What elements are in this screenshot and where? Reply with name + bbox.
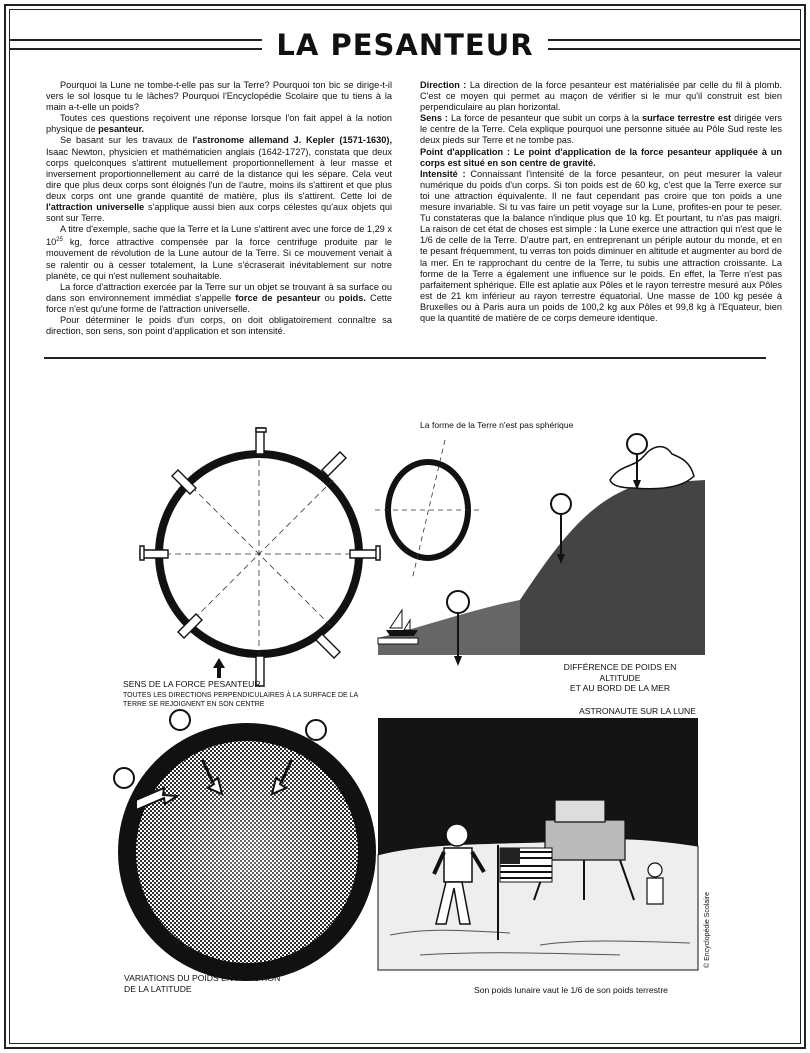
caption-altitude-line1: DIFFÉRENCE DE POIDS EN ALTITUDE bbox=[563, 662, 677, 683]
exponent: 25 bbox=[56, 237, 63, 244]
term-attraction: l'attraction universelle bbox=[46, 202, 145, 213]
astronaut-illustration bbox=[378, 718, 698, 970]
caption-latitude-line2: DE LA LATITUDE bbox=[124, 983, 192, 994]
caption-latitude-line1: VARIATIONS DU POIDS EN FONCTION bbox=[124, 973, 281, 983]
caption-latitude bbox=[124, 973, 280, 994]
caption-sens-sub-line2: TERRE SE REJOIGNENT EN SON CENTRE bbox=[123, 701, 265, 708]
term-kepler: l'astronome allemand J. Kepler (1571-1630), bbox=[192, 135, 393, 146]
text: Connaissant l'intensité de la force pesanteur, on peut mesurer la valeur numérique du poids d'un corps. Si ton poids est de 60 kg, c'est que la Terre exerce sur toi une attraction équivalente. Il ne faut cependant pas croire que ton poids a une mesure invariable. Si tu vas faire un petit voyage sur la Lune, profites-en pour te peser. Tu constateras que la balance n'indique plus que 10 kg. Et pourtant, tu n'as pas maigri. La raison de cet état de choses est simple : la Lune exerce une attraction qui n'est que le 1/6 de celle de la Terre. D'autre part, en entreprenant un périple autour du monde, et en te pesant fréquemment, tu verras ton poids diminuer en altitude et augmenter au bord de la mer. En te rapprochant du centre de la Terre, tu subis une attraction croissante. La forme de la Terre a également une influence sur le poids. En effet, la Terre n'est pas parfaitement sphérique. Elle est aplatie aux Pôles et le rayon terrestre mesuré aux Pôles est de 21 km inférieur au rayon terrestre équatorial. Une masse de 100 kg pesée à Bruxelles ou à Paris aura un poids de 100,2 kg aux Pôles et 99,8 kg à l'Equateur, bien que la quantité de matière de ce corps demeure identique. bbox=[420, 168, 783, 323]
text: La direction de la force pesanteur est matérialisée par celle du fil à plomb. C'est ce moyen qui permet au maçon de vérifier si le mur qu'il construit est bien perpendiculaire au plan horizontal. bbox=[420, 80, 783, 113]
sea bbox=[378, 638, 418, 644]
snowy-peak bbox=[610, 447, 694, 489]
plumb-brackets bbox=[140, 428, 380, 686]
caption-sens-sub-line1: TOUTES LES DIRECTIONS PERPENDICULAIRES À LA SURFACE DE LA bbox=[123, 692, 359, 699]
scale-dial-icon bbox=[306, 720, 326, 740]
text: Cette force n'est qu'une forme de l'attraction universelle. bbox=[46, 292, 393, 314]
term-poids: poids. bbox=[338, 292, 366, 303]
astronaut-2 bbox=[647, 863, 663, 904]
caption-sens: SENS DE LA FORCE PESANTEUR : bbox=[123, 679, 266, 689]
gravity-direction-diagram bbox=[140, 428, 380, 686]
boat-hull bbox=[386, 630, 418, 636]
page-title-text: LA PESANTEUR bbox=[262, 28, 547, 62]
paragraph-conclusion: Pour déterminer le poids d'un corps, on doit obligatoirement connaître sa direction, son sens, son point d'application et son intensité. bbox=[46, 315, 392, 337]
sailboat-icon bbox=[390, 610, 410, 630]
arrow-down-icon bbox=[454, 656, 462, 666]
scale-dial-icon bbox=[447, 591, 469, 613]
text: ou bbox=[320, 292, 339, 303]
caption-astronaut: ASTRONAUTE SUR LA LUNE bbox=[579, 706, 696, 716]
latitude-diagram bbox=[114, 710, 367, 972]
scale-dial-icon bbox=[114, 768, 134, 788]
text: Isaac Newton, physicien et mathématicien anglais (1642-1727), constata que deux corps quelconques s'attirent mutuellement proportionnellement à leur masse et inversement proportionnellement au carré de la distance qui les sépare. Cela veut dire que plus deux corps sont éloignés l'un de l'autre, moins ils s'attirent et que plus deux corps ont une grande quantité de matière, plus ils s'attirent. Cette loi de bbox=[46, 146, 392, 201]
text: A titre d'exemple, sache que la Terre et la Lune s'attirent avec une force de 1,29 x 10 bbox=[46, 224, 392, 248]
text: La force de pesanteur que subit un corps à la bbox=[447, 113, 642, 124]
label-point: Point d'application : bbox=[420, 146, 511, 157]
scale-dial-icon bbox=[627, 434, 647, 454]
caption-moon-weight: Son poids lunaire vaut le 1/6 de son poids terrestre bbox=[474, 985, 668, 995]
text: Le point d'application de la force pesanteur appliquée à un corps est situé en son centre de gravité. bbox=[420, 146, 783, 168]
paragraph-intro: Pourquoi la Lune ne tombe-t-elle pas sur la Terre? Pourquoi ton bic se dirige-t-il vers le sol losque tu le lâches? Pourquoi l'Encyclopédie Scolaire que tu tiens à la main a-t-elle un poids? bbox=[46, 80, 392, 113]
text: Se basant sur les travaux de bbox=[60, 135, 193, 146]
term-surface: surface terrestre est bbox=[641, 113, 732, 124]
scale-dial-icon bbox=[170, 710, 190, 730]
arrow-up-icon bbox=[213, 658, 225, 678]
text: dirigée vers le centre de la Terre. Cela explique pourquoi une personne située au Pôle Sud reste les deux pieds sur Terre et ne tombe pas. bbox=[420, 113, 782, 146]
caption-altitude-line2: ET AU BORD DE LA MER bbox=[569, 683, 671, 693]
label-intensite: Intensité : bbox=[420, 168, 466, 179]
text: Toutes ces questions reçoivent une réponse lorsque l'on fait appel à la notion physique de bbox=[46, 113, 392, 135]
term-pesanteur: pesanteur. bbox=[98, 124, 145, 135]
text: kg, force attractive compensée par la force centrifuge produite par le mouvement de révolution de la Lune autour de la Terre. Si ce mouvement venait à se ralentir ou à cesser totalement, la Lune s'écraserait inévitablement sur notre planète, ce qui n'est nullement souhaitable. bbox=[46, 237, 392, 281]
caption-sens-sub bbox=[123, 691, 383, 709]
altitude-diagram bbox=[378, 434, 705, 666]
earth-shape-diagram bbox=[375, 440, 482, 580]
caption-earth-shape: La forme de la Terre n'est pas sphérique bbox=[420, 420, 574, 430]
caption-altitude bbox=[545, 662, 695, 694]
text: s'applique aussi bien aux corps célestes qu'aux objets qui sont sur Terre. bbox=[46, 202, 392, 224]
text: La force d'attraction exercée par la Terre sur un objet se trouvant à sa surface ou dans son environnement immédiat s'appelle bbox=[46, 281, 392, 303]
scale-dial-icon bbox=[551, 494, 571, 514]
term-force: force de pesanteur bbox=[235, 292, 321, 303]
label-direction: Direction : bbox=[420, 80, 467, 90]
astronaut-helmet bbox=[446, 824, 468, 846]
label-sens: Sens : bbox=[420, 113, 448, 124]
copyright-notice: © Encyclopédie Scolaire bbox=[704, 892, 711, 968]
